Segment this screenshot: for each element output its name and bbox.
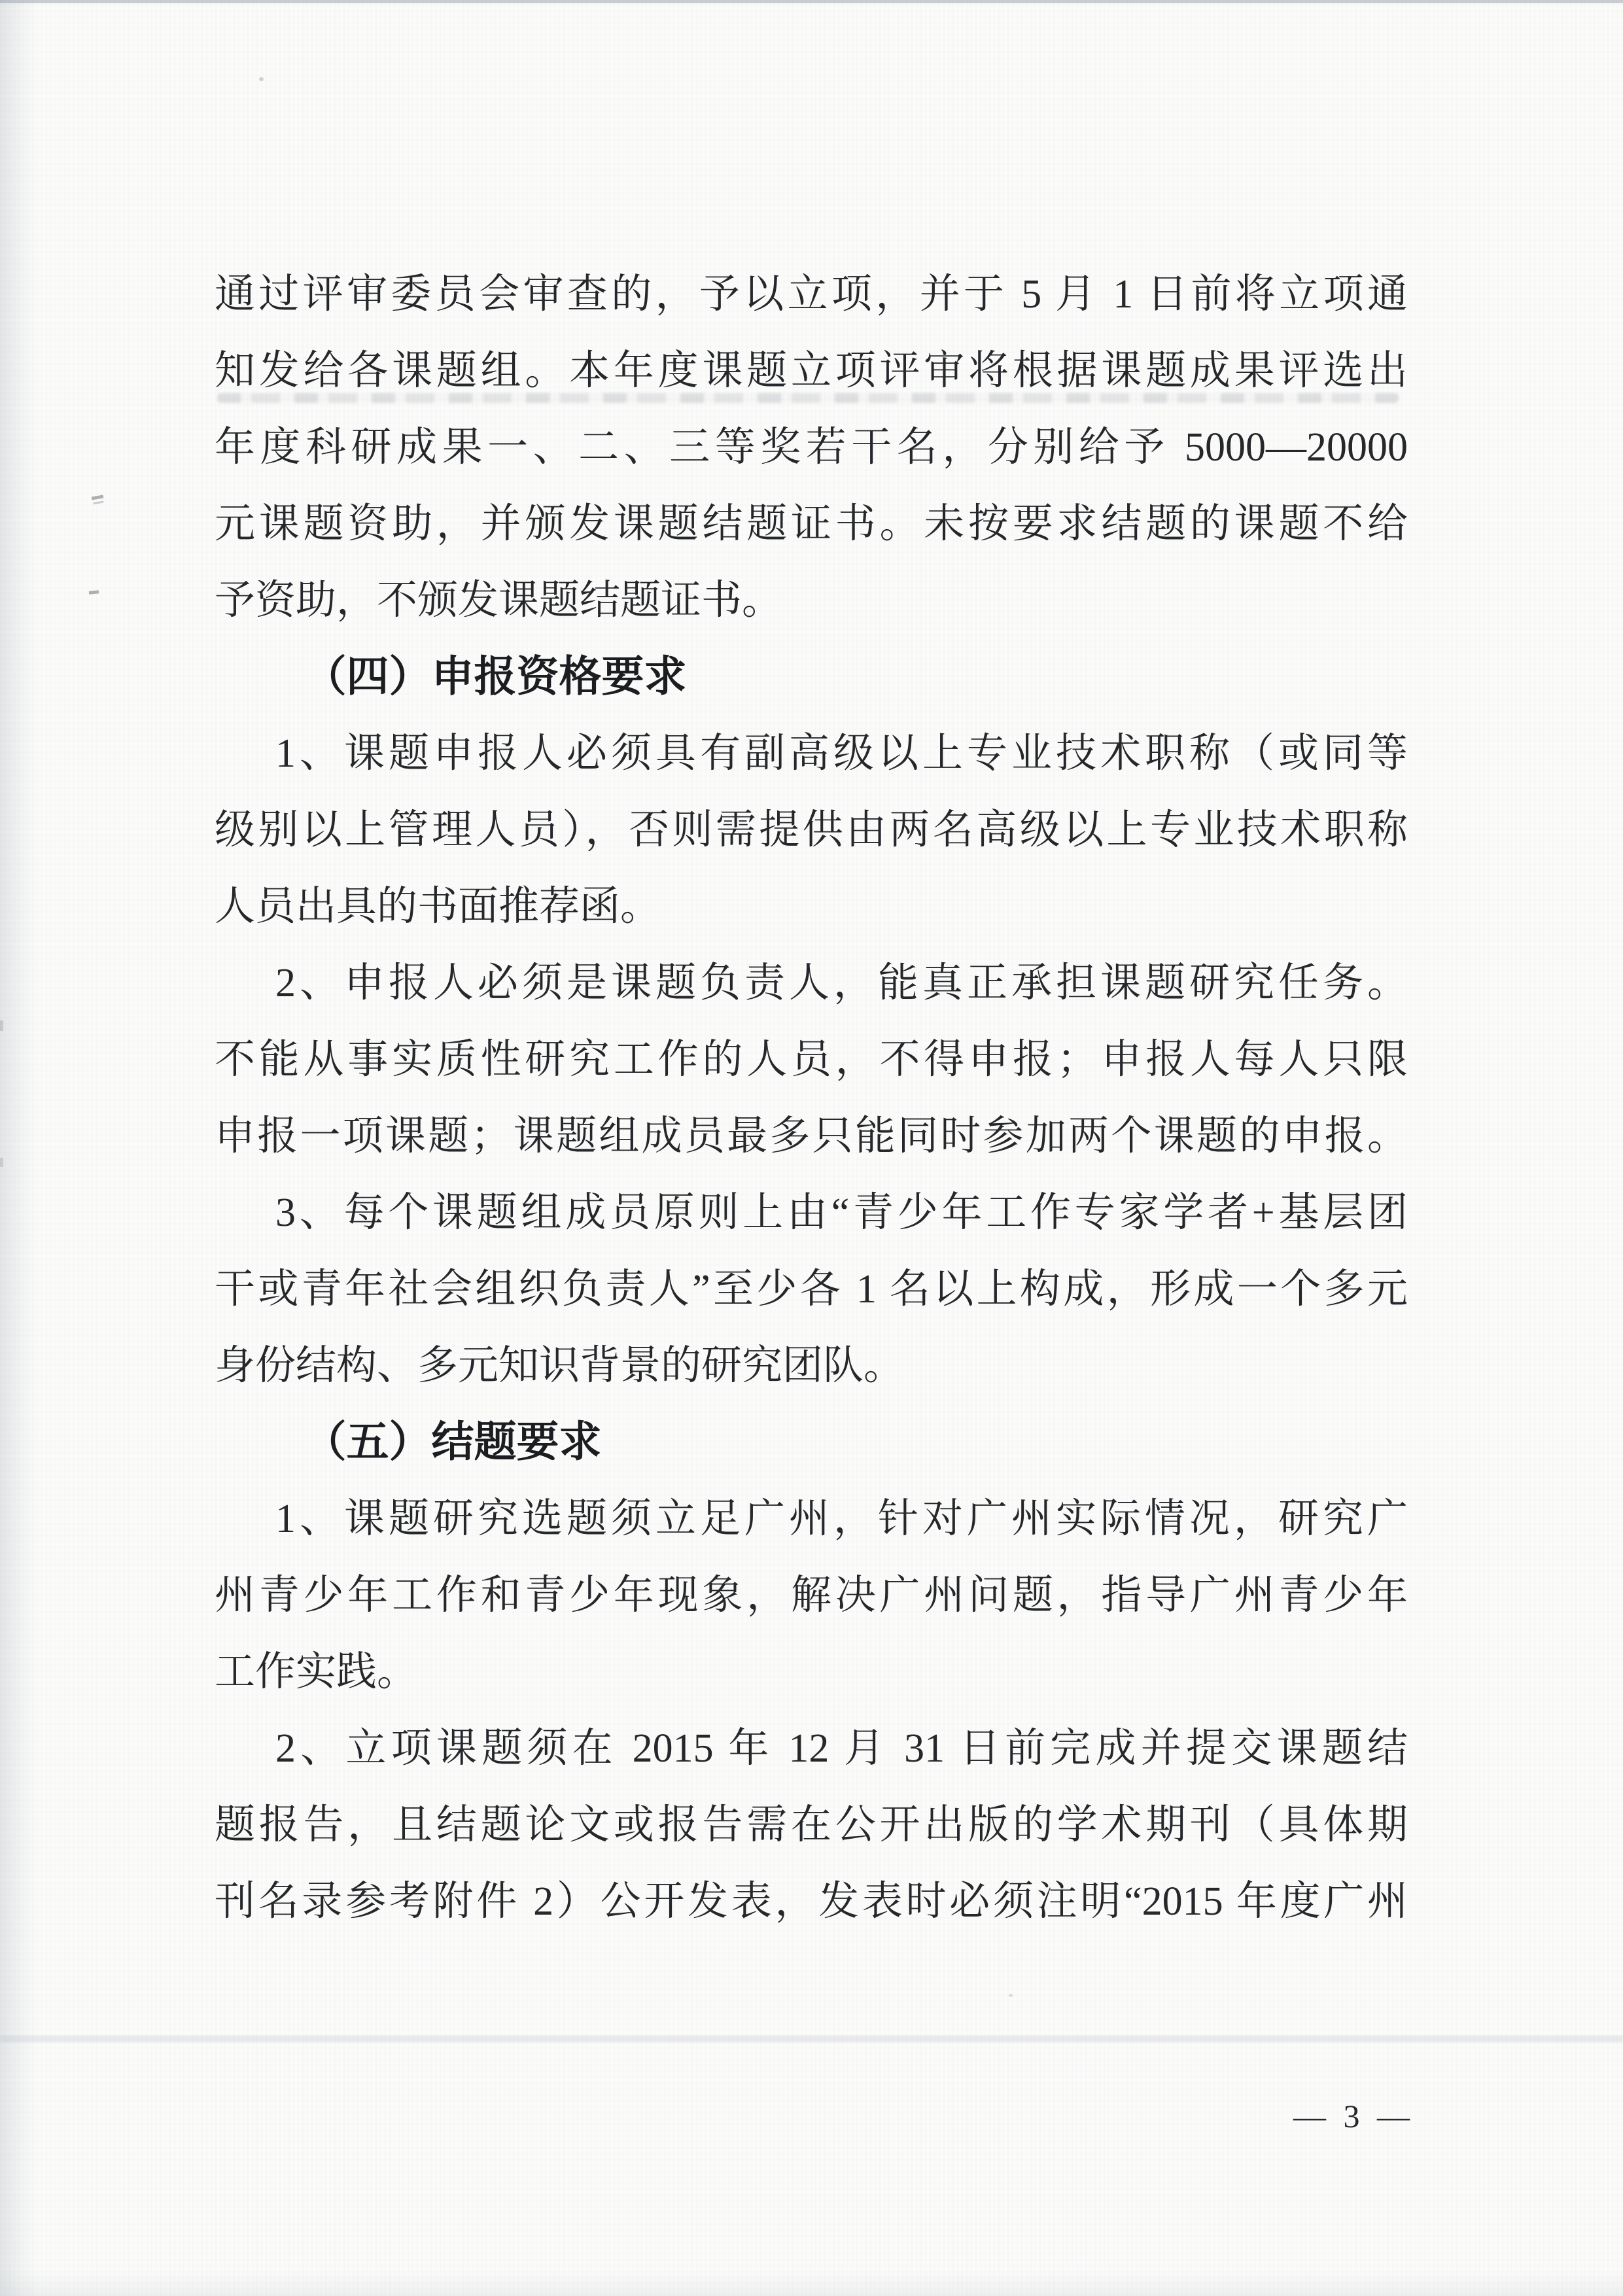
text-line: 1、课题申报人必须具有副高级以上专业技术职称（或同等 — [275, 731, 1408, 776]
scan-shadow-top — [0, 0, 1623, 3]
text-line: 题报告，且结题论文或报告需在公开出版的学术期刊（具体期 — [215, 1803, 1408, 1847]
section-heading: （四）申报资格要求 — [304, 653, 687, 701]
scan-shadow-left — [0, 0, 38, 2296]
ink-speck — [1009, 1994, 1013, 1997]
section-heading: （五）结题要求 — [304, 1419, 602, 1466]
ink-speck — [259, 77, 264, 81]
text-line: 工作实践。 — [215, 1650, 418, 1694]
pencil-smudge — [92, 495, 104, 500]
text-line: 身份结构、多元知识背景的研究团队。 — [215, 1344, 905, 1388]
text-line: 3、每个课题组成员原则上由“青少年工作专家学者+基层团 — [275, 1191, 1408, 1235]
text-line: 级别以上管理人员），否则需提供由两名高级以上专业技术职称 — [215, 808, 1408, 852]
text-line: 元课题资助，并颁发课题结题证书。未按要求结题的课题不给 — [215, 502, 1408, 546]
edge-speck — [0, 1020, 3, 1031]
text-line: 刊名录参考附件 2）公开发表，发表时必须注明“2015 年度广州 — [215, 1879, 1408, 1924]
text-line: 知发给各课题组。本年度课题立项评审将根据课题成果评选出 — [215, 349, 1408, 393]
text-line: 申报一项课题；课题组成员最多只能同时参加两个课题的申报。 — [215, 1114, 1408, 1158]
text-line: 1、课题研究选题须立足广州，针对广州实际情况，研究广 — [275, 1497, 1408, 1541]
pencil-smudge — [89, 590, 99, 595]
document-body — [215, 256, 1408, 1940]
text-line: 干或青年社会组织负责人”至少各 1 名以上构成，形成一个多元 — [215, 1267, 1408, 1312]
edge-speck — [0, 1158, 3, 1167]
text-line: 人员出具的书面推荐函。 — [215, 884, 661, 929]
text-line: 2、申报人必须是课题负责人，能真正承担课题研究任务。 — [275, 961, 1408, 1005]
scan-streak-artifact — [0, 2036, 1623, 2042]
page-number: — 3 — — [1293, 2098, 1414, 2134]
scan-shadow-bottom — [0, 2270, 1623, 2296]
text-line: 2、立项课题须在 2015 年 12 月 31 日前完成并提交课题结 — [275, 1726, 1408, 1771]
text-line: 通过评审委员会审查的，予以立项，并于 5 月 1 日前将立项通 — [215, 272, 1408, 317]
text-line: 年度科研成果一、二、三等奖若干名，分别给予 5000—20000 — [215, 425, 1408, 470]
text-line: 予资助，不颁发课题结题证书。 — [215, 578, 783, 623]
text-line: 不能从事实质性研究工作的人员，不得申报；申报人每人只限 — [215, 1037, 1408, 1082]
text-line: 州青少年工作和青少年现象，解决广州问题，指导广州青少年 — [215, 1573, 1408, 1618]
